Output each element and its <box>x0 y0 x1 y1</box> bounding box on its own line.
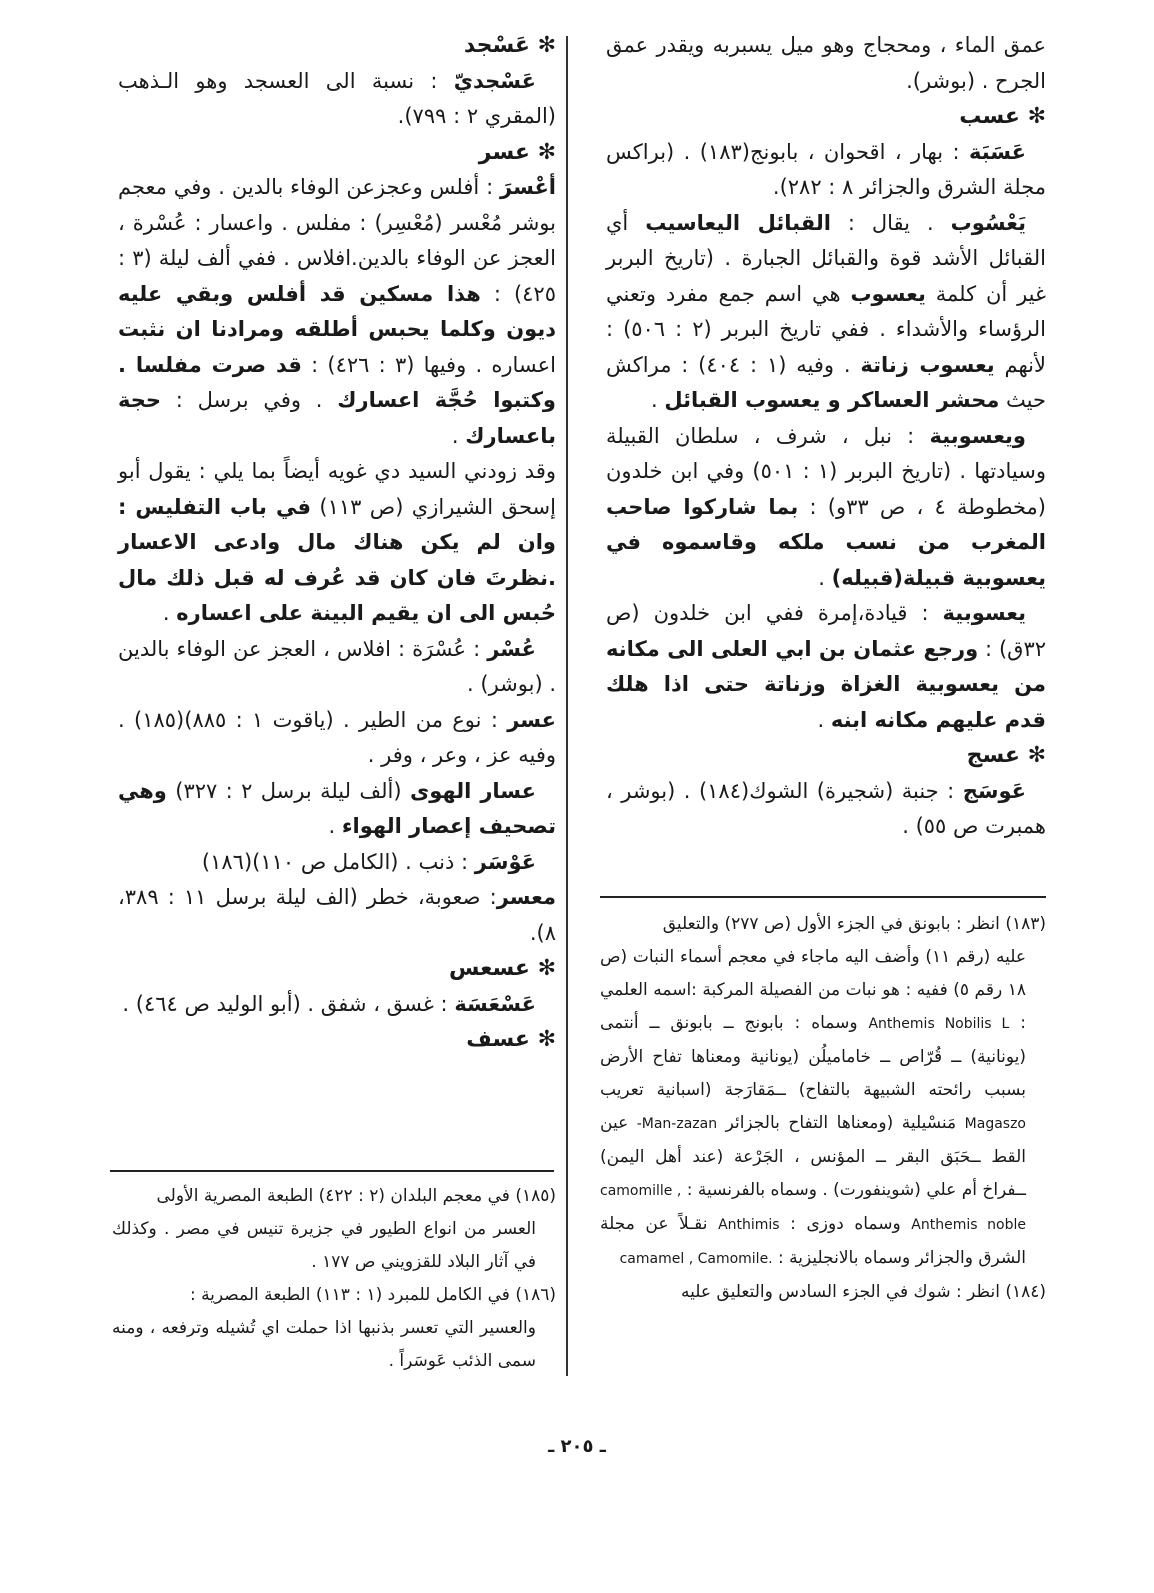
entry-asaba: عَسَبَة : بهار ، اقحوان ، بابونج(١٨٣) . (براكس مجلة الشرق والجزائر ٨ : ٢٨٢). <box>606 139 1046 199</box>
footnote-rule-left <box>110 1170 554 1172</box>
entry-heading-asas: ✻ عسعس <box>448 956 556 981</box>
continued-paragraph: عمق الماء ، ومحجاج وهو ميل يسبربه ويقدر عمق الجرح . (بوشر). <box>606 33 1046 93</box>
column-divider <box>566 36 568 1376</box>
entry-masar: معسر: صعوبة، خطر (الف ليلة برسل ١١ : ٣٨٩، ٨). <box>118 885 556 945</box>
entry-asar-alhawa: عسار الهوى (ألف ليلة برسل ٢ : ٣٢٧) وهي تصحيف إعصار الهواء . <box>118 778 556 838</box>
left-column <box>118 28 556 1058</box>
entry-awsar: عَوْسَر : ذنب . (الكامل ص ١١٠)(١٨٦) <box>201 849 536 874</box>
footnotes-left <box>112 1180 556 1378</box>
entry-heading-asjad: ✻ عَسْجد <box>463 33 556 58</box>
entry-asara: أعْسرَ : أفلس وعجزعن الوفاء بالدين . وفي معجم بوشر مُعْسر (مُعْسِر) : مفلس . واعسار : عُسْرة ، العجز عن الوفاء بالدين.افلاس . ففي ألف ليلة (٣ : ٤٢٥) : هذا مسكين قد أفلس وبقي عليه ديون وكلما يحبس أطلقه ومرادنا ان نثبت اعساره . وفيها (٣ : ٤٢٦) : قد صرت مفلسا . وكتبوا حُجَّة اعسارك . وفي برسل : حجة باعسارك . <box>118 175 556 448</box>
entry-wayasubiya: ويعسوبية : نبل ، شرف ، سلطان القبيلة وسيادتها . (تاريخ البربر (١ : ٥٠١) وفي ابن خلدون (مخطوطة ٤ ، ص ٣٣و) : بما شاركوا صاحب المغرب من نسب ملكه وقاسموه في يعسوبية قبيلة(قبيله) . <box>606 423 1046 590</box>
entry-heading-asr: ✻ عسر <box>478 139 556 165</box>
entry-asasa: عَسْعَسَة : غسق ، شفق . (أبو الوليد ص ٤٦٤) . <box>122 991 536 1016</box>
page-number: ـ ٢٠٥ ـ <box>548 1436 606 1457</box>
footnote-183: (١٨٣) انظر : بابونق في الجزء الأول (ص ٢٧٧) والتعليق عليه (رقم ١١) وأضف اليه ماجاء في معجم أسماء النبات (ص ١٨ رقم ٥) ففيه : هو نبات من الفصيلة المركبة :اسمه العلمي : Anthemis Nobilis L وسماه : بابونج ــ بابونق ــ أنتمى (يونانية) ــ قُرّاص ــ خاماميلُن (يونانية ومعناها تفاح الأرض بسبب رائحته الشبيهة بالتفاح) ــمَقارَجة (اسبانية تعريب Magaszo مَنسْيلية (ومعناها التفاح بالجزائر -Man-zazan عين القط ــحَبَق البقر ــ المؤنس ، الجَرْعة (عند أهل اليمن) ــفراخ أم علي (شوينفورت) . وسماه بالفرنسية : camomille , Anthemis noble وسماه دوزى : Anthimis نقـلاً عن مجلة الشرق والجزائر وسماه بالانجليزية : camamel , Camomile. <box>600 914 1046 1268</box>
entry-asr-bird: عسر : نوع من الطير . (ياقوت ١ : ٨٨٥)(١٨٥) . وفيه عز ، وعر ، وفر . <box>118 707 556 767</box>
footnote-186: (١٨٦) في الكامل للمبرد (١ : ١١٣) الطبعة المصرية : والعسير التي تعسر بذنبها اذا حملت اي تُشيله وترفعه ، ومنه سمى الذئب عَوسَراً . <box>112 1285 556 1371</box>
entry-yasub: يَعْسُوب . يقال : القبائل اليعاسيب أي القبائل الأشد قوة والقبائل الجبارة . (تاريخ البربر غير أن كلمة يعسوب هي اسم جمع مفرد وتعني الرؤساء والأشداء . ففي تاريخ البربر (٢ : ٥٠٦) : لأنهم يعسوب زناتة . وفيه (١ : ٤٠٤) : مراكش حيث محشر العساكر و يعسوب القبائل . <box>606 210 1047 412</box>
entry-degoeje-note: وقد زودني السيد دي غويه أيضاً بما يلي : يقول أبو إسحق الشيرازي (ص ١١٣) في باب التفليس : وان لم يكن هناك مال وادعى الاعسار .نظرتَ فان كان قد عُرف له قبل ذلك مال حُبس الى ان يقيم البينة على اعساره . <box>118 459 556 625</box>
footnote-185: (١٨٥) في معجم البلدان (٢ : ٤٢٢) الطبعة المصرية الأولى العسر من انواع الطيور في جزيرة تنيس في مصر . وكذلك في آثار البلاد للقزويني ص ١٧٧ . <box>112 1186 556 1272</box>
entry-yasubiya: يعسوبية : قيادة،إمرة ففي ابن خلدون (ص ٣٢ق) : ورجع عثمان بن ابي العلى الى مكانه من يعسوبية الغزاة وزناتة حتى اذا هلك قدم عليهم مكانه ابنه . <box>606 601 1046 732</box>
right-column <box>606 28 1046 845</box>
footnotes-right <box>600 908 1046 1309</box>
entry-heading-asaf: ✻ عسف <box>466 1027 556 1052</box>
entry-asjadi: عَسْجديّ : نسبة الى العسجد وهو الـذهب (المقري ٢ : ٧٩٩). <box>118 68 556 128</box>
entry-usr: عُسْر : عُسْرَة : افلاس ، العجز عن الوفاء بالدين . (بوشر) . <box>118 636 556 696</box>
footnote-rule-right <box>600 896 1046 898</box>
entry-awsaj: عَوسَج : جنبة (شجيرة) الشوك(١٨٤) . (بوشر ، همبرت ص ٥٥) . <box>606 778 1046 838</box>
entry-heading-asaj: ✻ عسج <box>966 743 1046 768</box>
footnote-184: (١٨٤) انظر : شوك في الجزء السادس والتعليق عليه <box>681 1282 1046 1302</box>
entry-heading-asab: ✻ عسب <box>959 104 1046 129</box>
